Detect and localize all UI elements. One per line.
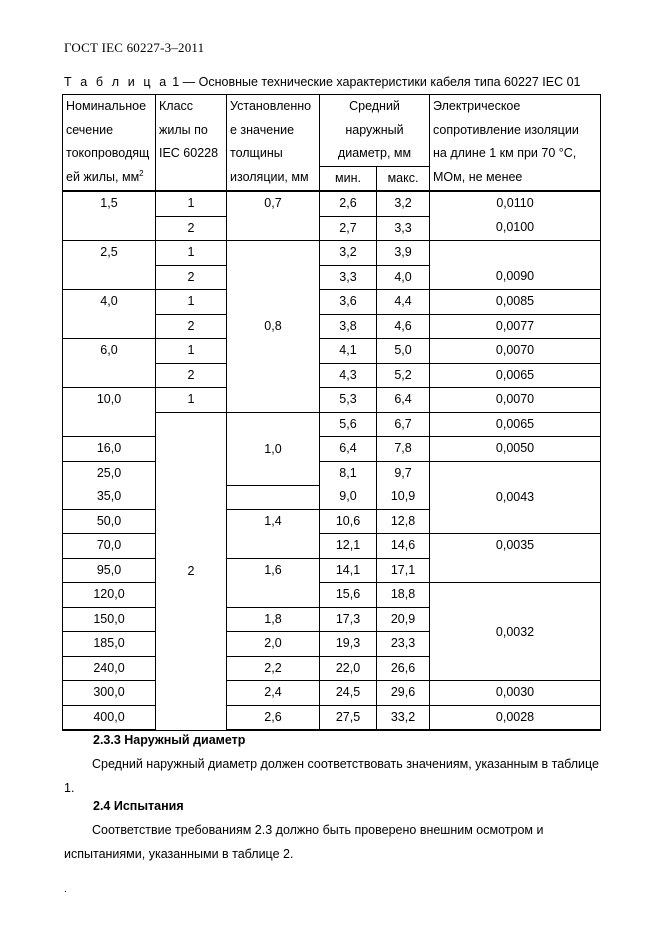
- cell-diameter-max: 33,2: [377, 705, 430, 730]
- cell-class: 2: [156, 363, 227, 388]
- table-row: [63, 583, 601, 608]
- header-resistance-line: на длине 1 км при 70 °С,: [433, 146, 577, 160]
- cell-diameter-max: 6,4: [377, 388, 430, 413]
- cell-section: 300,0: [63, 681, 156, 706]
- header-diameter-line: Средний: [349, 99, 400, 113]
- header-section: [63, 95, 156, 192]
- cell-diameter-max: 17,1: [377, 558, 430, 583]
- cell-thickness: 2,6: [227, 705, 320, 730]
- cell-resistance: 0,0043: [430, 461, 601, 534]
- cell-thickness: [227, 583, 320, 608]
- header-resistance-line: сопротивление изоляции: [433, 122, 579, 137]
- header-diameter-line: диаметр, мм: [337, 146, 412, 160]
- header-diameter-min: мин.: [320, 166, 377, 191]
- cell-class: 2: [156, 314, 227, 339]
- cell-class: 2: [156, 216, 227, 241]
- cell-diameter-min: 3,6: [320, 290, 377, 315]
- cell-class: 2: [156, 412, 227, 730]
- cell-class: 1: [156, 191, 227, 216]
- cell-section: 6,0: [63, 339, 156, 388]
- header-thickness-line: е значение: [230, 122, 295, 137]
- cell-diameter-max: 4,0: [377, 265, 430, 290]
- cell-resistance: 0,0032: [430, 583, 601, 681]
- cell-diameter-min: 5,6: [320, 412, 377, 437]
- header-thickness: [227, 95, 320, 192]
- cell-diameter-min: 14,1: [320, 558, 377, 583]
- cell-resistance: 0,0085: [430, 290, 601, 315]
- cell-thickness: 0,7: [227, 191, 320, 241]
- header-section-line: Номинальное: [66, 99, 147, 113]
- cell-diameter-min: 3,2: [320, 241, 377, 266]
- cell-diameter-min: 12,1: [320, 534, 377, 559]
- table-row: [63, 705, 601, 730]
- cell-diameter-min: 22,0: [320, 656, 377, 681]
- section-title-outer-diameter: 2.3.3 Наружный диаметр: [93, 733, 246, 747]
- cell-section: 95,0: [63, 558, 156, 583]
- cell-thickness: 2,2: [227, 656, 320, 681]
- cell-resistance: 0,0030: [430, 681, 601, 706]
- header-class-line: жилы по: [159, 122, 208, 137]
- header-thickness-line: изоляции, мм: [230, 169, 309, 184]
- cell-thickness: [227, 534, 320, 559]
- cell-resistance: 0,0100: [430, 216, 601, 241]
- cell-diameter-max: 12,8: [377, 509, 430, 534]
- table-header-row: [63, 95, 601, 167]
- cell-diameter-min: 4,1: [320, 339, 377, 364]
- cell-section: 10,0: [63, 388, 156, 437]
- cell-diameter-max: 23,3: [377, 632, 430, 657]
- table-row: [63, 461, 601, 485]
- table-row: [63, 388, 601, 413]
- cell-diameter-min: 10,6: [320, 509, 377, 534]
- table-row: [63, 437, 601, 462]
- cell-diameter-max: 20,9: [377, 607, 430, 632]
- header-class-line: IEC 60228: [159, 146, 219, 160]
- cell-diameter-min: 3,8: [320, 314, 377, 339]
- cell-diameter-min: 19,3: [320, 632, 377, 657]
- cell-diameter-max: 3,2: [377, 191, 430, 216]
- cell-thickness: 0,8: [227, 241, 320, 413]
- header-class: [156, 95, 227, 192]
- cell-diameter-max: 10,9: [377, 485, 430, 509]
- cell-class: 2: [156, 265, 227, 290]
- footer-mark: .: [64, 884, 67, 895]
- cell-resistance: 0,0065: [430, 363, 601, 388]
- header-thickness-line: толщины: [230, 146, 283, 160]
- cell-resistance: 0,0065: [430, 412, 601, 437]
- table-row: [63, 241, 601, 266]
- table-row: [63, 558, 601, 583]
- cell-resistance: 0,0028: [430, 705, 601, 730]
- cell-resistance: 0,0035: [430, 534, 601, 559]
- header-resistance-line: Электрическое: [433, 99, 521, 113]
- cell-resistance: [430, 241, 601, 266]
- cell-diameter-max: 4,6: [377, 314, 430, 339]
- cell-resistance: 0,0077: [430, 314, 601, 339]
- cell-diameter-max: 5,0: [377, 339, 430, 364]
- header-section-line: токопроводящ: [66, 146, 150, 160]
- cell-class: 1: [156, 290, 227, 315]
- cell-section: 1,5: [63, 191, 156, 241]
- cell-section: 120,0: [63, 583, 156, 608]
- cell-section: 240,0: [63, 656, 156, 681]
- document-code: ГОСТ IEC 60227-3–2011: [64, 40, 205, 55]
- table-caption-text: 1 — Основные технические характеристики кабеля типа 60227 IEC 01: [168, 75, 581, 89]
- header-section-line: сечение: [66, 122, 114, 137]
- cell-class: 1: [156, 339, 227, 364]
- cell-resistance: 0,0110: [430, 191, 601, 216]
- header-diameter-max: макс.: [377, 166, 430, 191]
- cell-diameter-min: 2,6: [320, 191, 377, 216]
- cell-resistance: 0,0090: [430, 265, 601, 290]
- cell-class: 1: [156, 388, 227, 413]
- cell-diameter-max: 9,7: [377, 461, 430, 485]
- cell-diameter-min: 24,5: [320, 681, 377, 706]
- cell-diameter-max: 3,3: [377, 216, 430, 241]
- cell-thickness: 1,8: [227, 607, 320, 632]
- cell-diameter-max: 18,8: [377, 583, 430, 608]
- table-row: [63, 534, 601, 559]
- cell-resistance: 0,0070: [430, 339, 601, 364]
- cell-section: 25,0: [63, 461, 156, 485]
- cell-section: 16,0: [63, 437, 156, 462]
- header-resistance-line: МОм, не менее: [433, 169, 523, 184]
- cell-section: 50,0: [63, 509, 156, 534]
- cell-section: 150,0: [63, 607, 156, 632]
- cell-diameter-max: 26,6: [377, 656, 430, 681]
- cell-diameter-min: 4,3: [320, 363, 377, 388]
- cell-diameter-min: 17,3: [320, 607, 377, 632]
- table-row: [63, 681, 601, 706]
- table-row: [63, 339, 601, 364]
- cell-section: 185,0: [63, 632, 156, 657]
- cell-diameter-min: 27,5: [320, 705, 377, 730]
- header-resistance: [430, 95, 601, 192]
- cell-diameter-min: 2,7: [320, 216, 377, 241]
- cell-diameter-min: 9,0: [320, 485, 377, 509]
- cell-section: 35,0: [63, 485, 156, 509]
- header-diameter-line: наружный: [345, 122, 404, 137]
- header-section-superscript: 2: [139, 168, 144, 178]
- cell-diameter-max: 7,8: [377, 437, 430, 462]
- cell-diameter-min: 3,3: [320, 265, 377, 290]
- header-diameter: [320, 95, 430, 167]
- table-caption: [64, 75, 580, 89]
- cell-diameter-max: 3,9: [377, 241, 430, 266]
- cell-diameter-max: 14,6: [377, 534, 430, 559]
- cell-diameter-min: 8,1: [320, 461, 377, 485]
- cell-diameter-max: 6,7: [377, 412, 430, 437]
- cell-thickness: 1,0: [227, 412, 320, 485]
- cell-class: 1: [156, 241, 227, 266]
- cell-thickness: 1,6: [227, 558, 320, 583]
- cell-resistance: [430, 558, 601, 583]
- header-class-line: Класс: [159, 99, 194, 113]
- cell-section: 2,5: [63, 241, 156, 290]
- characteristics-table: [62, 94, 601, 731]
- table-caption-prefix: Т а б л и ц а: [64, 75, 169, 89]
- cell-diameter-max: 4,4: [377, 290, 430, 315]
- cell-diameter-min: 15,6: [320, 583, 377, 608]
- cell-resistance: 0,0070: [430, 388, 601, 413]
- cell-section: 400,0: [63, 705, 156, 730]
- table-row: [63, 290, 601, 315]
- cell-thickness: 2,4: [227, 681, 320, 706]
- cell-resistance: 0,0050: [430, 437, 601, 462]
- section-text-outer-diameter: Средний наружный диаметр должен соответствовать значениям, указанным в таблице 1.: [64, 757, 600, 795]
- cell-diameter-max: 5,2: [377, 363, 430, 388]
- cell-thickness: 1,4: [227, 509, 320, 534]
- cell-diameter-max: 29,6: [377, 681, 430, 706]
- cell-thickness: 2,0: [227, 632, 320, 657]
- section-title-tests: 2.4 Испытания: [93, 799, 184, 813]
- cell-section: 4,0: [63, 290, 156, 339]
- section-text-tests: Соответствие требованиям 2.3 должно быть проверено внешним осмотром и испытаниями, указанными в таблице 2.: [64, 823, 544, 861]
- table-row: [63, 191, 601, 216]
- header-section-text: ей жилы, мм: [66, 169, 140, 184]
- cell-diameter-min: 6,4: [320, 437, 377, 462]
- cell-section: 70,0: [63, 534, 156, 559]
- cell-diameter-min: 5,3: [320, 388, 377, 413]
- header-section-line: [66, 166, 155, 190]
- header-thickness-line: Установленно: [230, 99, 312, 113]
